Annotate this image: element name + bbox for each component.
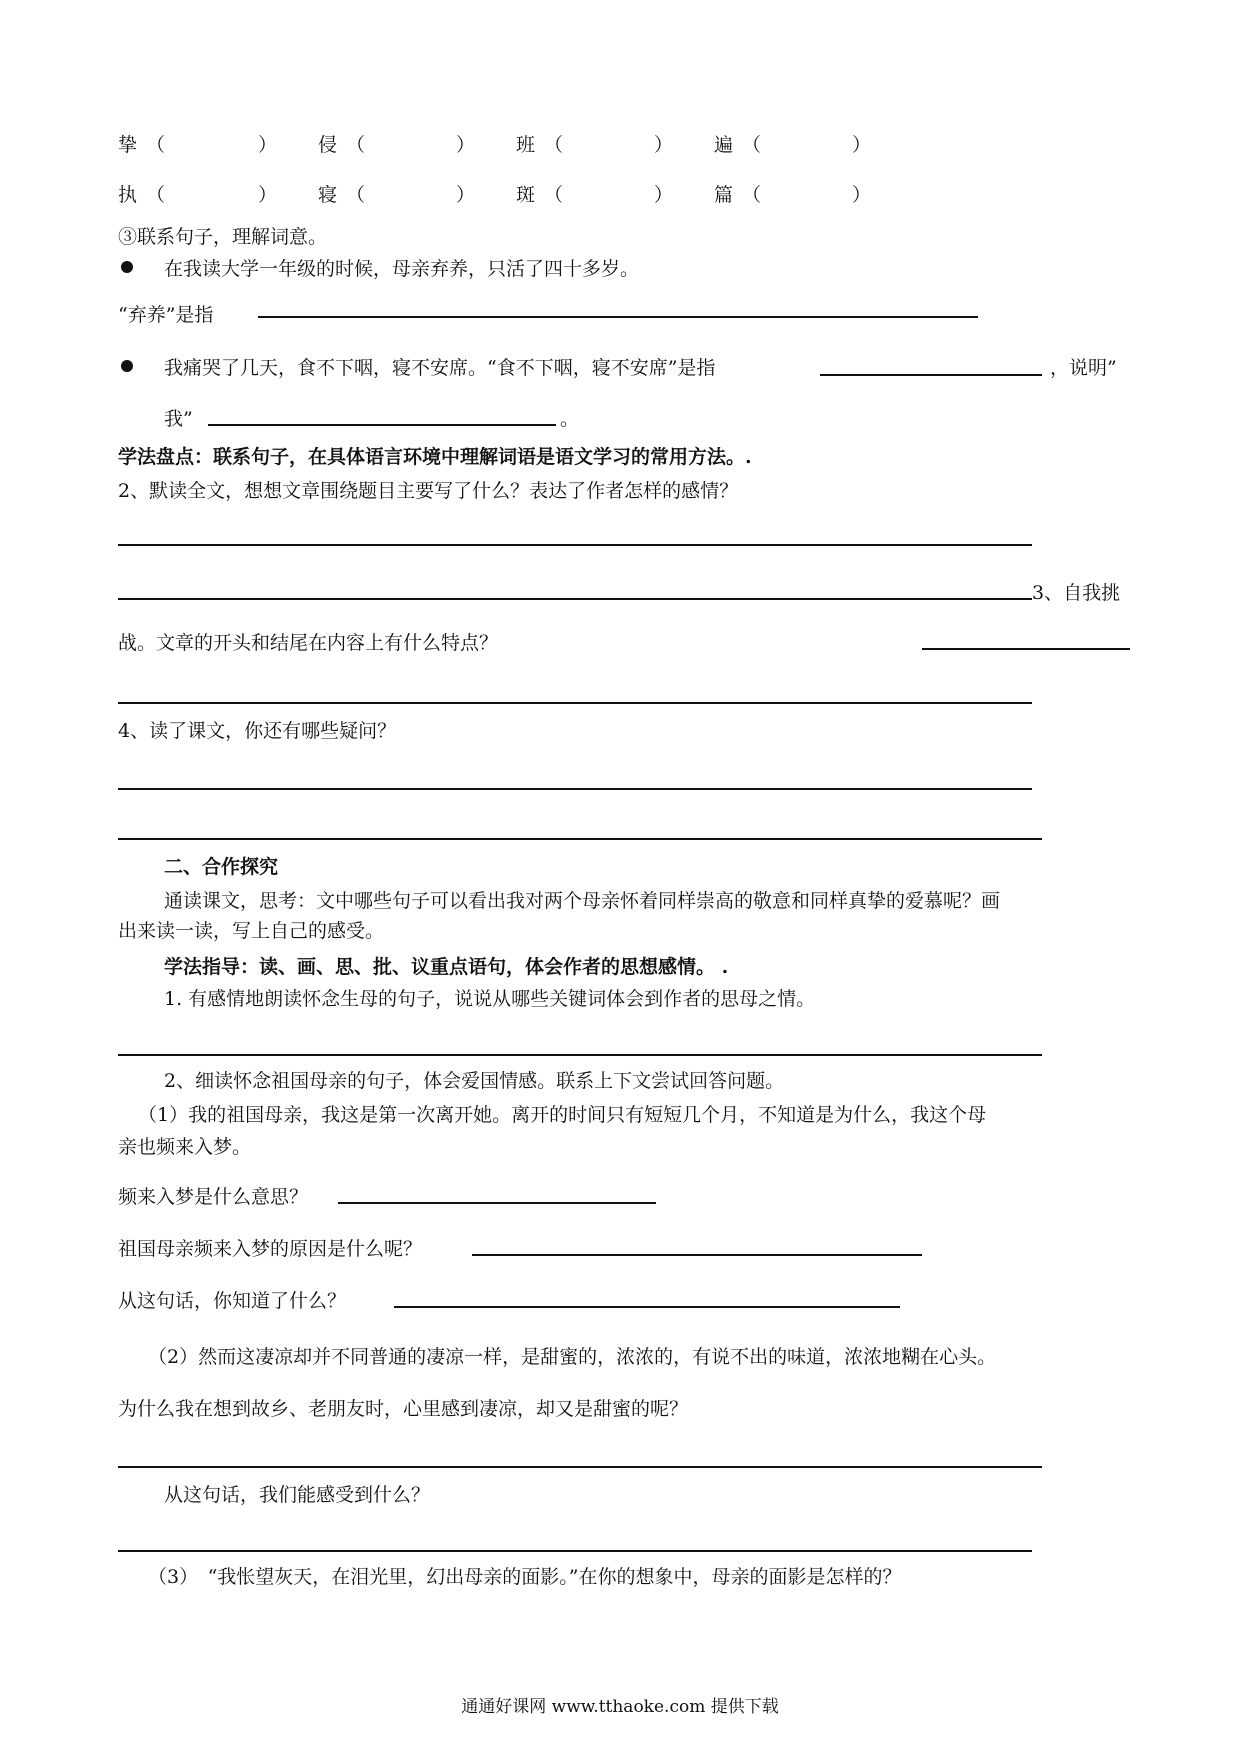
answer-line[interactable]	[208, 424, 556, 426]
q3-heading: ③联系句子，理解词意。	[118, 226, 328, 248]
sub3: （3） “我怅望灰天，在泪光里，幻出母亲的面影。”在你的想象中，母亲的面影是怎样的？	[148, 1566, 902, 1588]
char-2-2: 寝	[318, 184, 338, 206]
question-4: 4、读了课文，你还有哪些疑问？	[118, 720, 397, 742]
paren-close: ）	[654, 184, 674, 206]
paren-close: ）	[852, 134, 872, 156]
bullet1-prompt: “弃养”是指	[118, 304, 214, 326]
paren-close: ）	[852, 184, 872, 206]
question-2: 2、默读全文，想想文章围绕题目主要写了什么？表达了作者怎样的感情？	[118, 480, 739, 502]
answer-line[interactable]	[922, 648, 1130, 650]
paren-open: （	[742, 184, 762, 206]
char-2-1: 执	[118, 184, 138, 206]
bullet-icon	[121, 360, 133, 372]
sub1-line1: （1）我的祖国母亲，我这是第一次离开她。离开的时间只有短短几个月，不知道是为什么，我这个母	[138, 1104, 987, 1126]
paren-open: （	[346, 184, 366, 206]
answer-line[interactable]	[118, 838, 1042, 840]
char-1-2: 侵	[318, 134, 338, 156]
paren-close: ）	[456, 184, 476, 206]
bullet1-text: 在我读大学一年级的时候，母亲弃养，只活了四十多岁。	[164, 258, 640, 280]
question-3-part1: 3、自我挑	[1032, 582, 1121, 604]
intro-line2: 出来读一读，写上自己的感受。	[118, 920, 385, 942]
sub2-question: 为什么我在想到故乡、老朋友时，心里感到凄凉，却又是甜蜜的呢？	[118, 1398, 689, 1420]
answer-line[interactable]	[118, 788, 1032, 790]
answer-line[interactable]	[118, 544, 1032, 546]
sub2: （2）然而这凄凉却并不同普通的凄凉一样，是甜蜜的，浓浓的，有说不出的味道，浓浓地糊在心头。	[148, 1346, 997, 1368]
bullet2-line2-lead: 我”	[164, 408, 193, 430]
paren-open: （	[742, 134, 762, 156]
answer-line[interactable]	[118, 1550, 1032, 1552]
sub2-question-2: 从这句话，我们能感受到什么？	[164, 1484, 431, 1506]
intro-line1: 通读课文，思考：文中哪些句子可以看出我对两个母亲怀着同样崇高的敬意和同样真挚的爱慕呢？画	[164, 890, 1001, 912]
bullet-icon	[121, 261, 133, 273]
paren-open: （	[146, 184, 166, 206]
method-guide: 学法指导：读、画、思、批、议重点语句，体会作者的思想感情。 .	[164, 956, 729, 978]
answer-line[interactable]	[820, 374, 1042, 376]
paren-close: ）	[258, 184, 278, 206]
answer-line[interactable]	[394, 1306, 900, 1308]
section2-heading: 二、合作探究	[164, 856, 279, 878]
answer-line[interactable]	[118, 702, 1032, 704]
footer: 通通好课网 www.tthaoke.com 提供下载	[461, 1697, 779, 1717]
char-1-1: 挚	[118, 134, 138, 156]
item-2: 2、细读怀念祖国母亲的句子，体会爱国情感。联系上下文尝试回答问题。	[164, 1070, 785, 1092]
paren-open: （	[544, 134, 564, 156]
method-note: 学法盘点：联系句子，在具体语言环境中理解词语是语文学习的常用方法。.	[118, 446, 752, 468]
item-1: 1. 有感情地朗读怀念生母的句子，说说从哪些关键词体会到作者的思母之情。	[164, 988, 816, 1010]
paren-close: ）	[258, 134, 278, 156]
char-1-4: 遍	[714, 134, 734, 156]
answer-line[interactable]	[118, 598, 1032, 600]
bullet2-tail: ，说明”	[1050, 357, 1117, 379]
answer-line[interactable]	[472, 1254, 922, 1256]
paren-open: （	[544, 184, 564, 206]
answer-line[interactable]	[118, 1054, 1042, 1056]
answer-line[interactable]	[258, 316, 978, 318]
char-2-3: 斑	[516, 184, 536, 206]
sub1-q1: 频来入梦是什么意思？	[118, 1186, 309, 1208]
paren-close: ）	[456, 134, 476, 156]
bullet2-line2-end: 。	[560, 408, 580, 430]
paren-close: ）	[654, 134, 674, 156]
paren-open: （	[146, 134, 166, 156]
answer-line[interactable]	[118, 1466, 1042, 1468]
question-3-part2: 战。文章的开头和结尾在内容上有什么特点？	[118, 632, 499, 654]
char-2-4: 篇	[714, 184, 734, 206]
bullet2-text: 我痛哭了几天，食不下咽，寝不安席。“食不下咽，寝不安席”是指	[164, 357, 716, 379]
answer-line[interactable]	[338, 1202, 656, 1204]
char-1-3: 班	[516, 134, 536, 156]
sub1-q2: 祖国母亲频来入梦的原因是什么呢？	[118, 1238, 423, 1260]
sub1-line2: 亲也频来入梦。	[118, 1136, 252, 1158]
sub1-q3: 从这句话，你知道了什么？	[118, 1290, 347, 1312]
paren-open: （	[346, 134, 366, 156]
